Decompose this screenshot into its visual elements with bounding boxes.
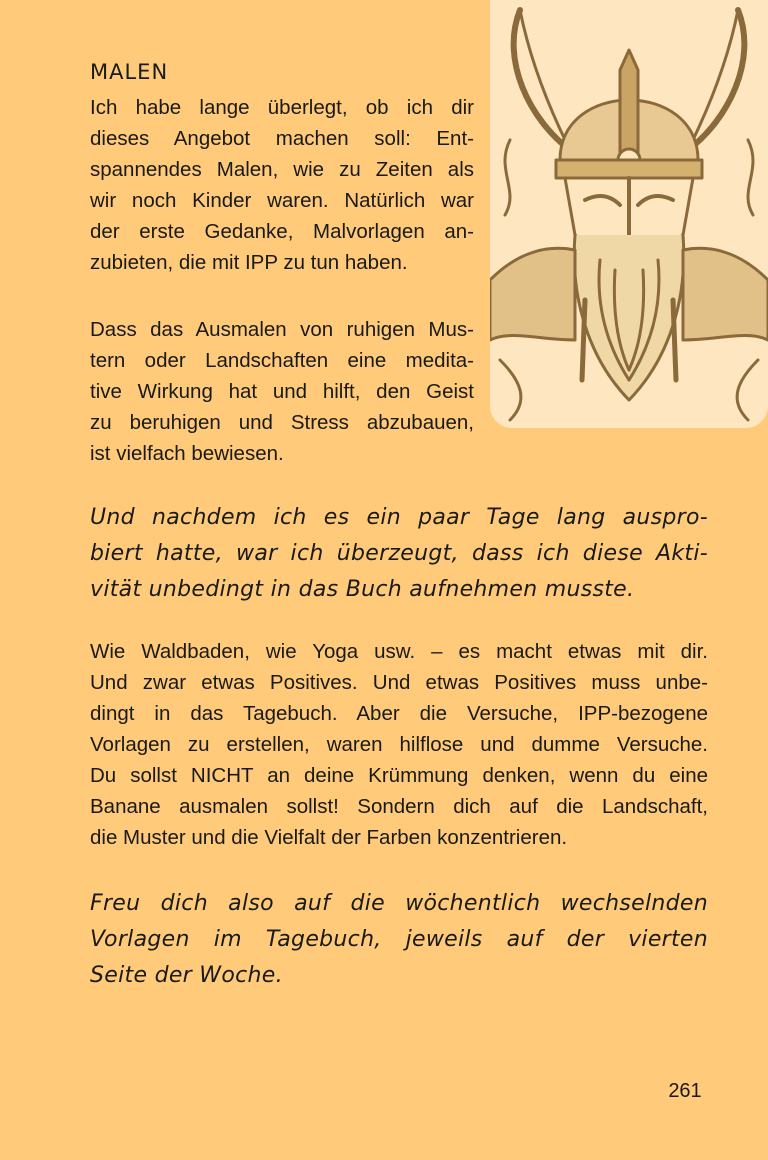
viking-warrior-illustration (490, 0, 768, 428)
text-line: zubieten, die mit IPP zu tun haben. (90, 251, 408, 274)
paragraph-intro (90, 92, 474, 278)
paragraph-positive (90, 636, 708, 853)
text-line: wir noch Kinder waren. Natürlich war (90, 189, 474, 212)
page-number: 261 (668, 1080, 702, 1102)
text-line: dingt in das Tagebuch. Aber die Versuche, IPP-bezogene (90, 702, 708, 725)
text-line: die Muster und die Vielfalt der Farben konzentrieren. (90, 826, 568, 849)
text-line: dieses Angebot machen soll: Ent- (90, 127, 474, 150)
text-line: Wie Waldbaden, wie Yoga usw. – es macht etwas mit dir. (90, 640, 708, 663)
text-line: Vorlagen im Tagebuch, jeweils auf der vierten (90, 927, 708, 952)
section-heading: MALEN (90, 60, 169, 84)
text-line: der erste Gedanke, Malvorlagen an- (90, 220, 474, 243)
text-line: Seite der Woche. (90, 963, 283, 988)
text-line: biert hatte, war ich überzeugt, dass ich diese Akti- (90, 541, 708, 566)
text-line: Banane ausmalen sollst! Sondern dich auf die Landschaft, (90, 795, 708, 818)
text-line: Dass das Ausmalen von ruhigen Mus- (90, 318, 474, 341)
text-line: Und nachdem ich es ein paar Tage lang auspro- (90, 505, 708, 530)
text-line: ist vielfach bewiesen. (90, 442, 284, 465)
text-line: zu beruhigen und Stress abzubauen, (90, 411, 474, 434)
text-line: spannendes Malen, wie zu Zeiten als (90, 158, 474, 181)
text-line: tive Wirkung hat und hilft, den Geist (90, 380, 474, 403)
text-line: Vorlagen zu erstellen, waren hilflose und dumme Versuche. (90, 733, 708, 756)
viking-icon (490, 0, 768, 428)
handwritten-paragraph-tested (90, 500, 708, 608)
paragraph-meditative (90, 314, 474, 469)
text-line: Und zwar etwas Positives. Und etwas Positives muss unbe- (90, 671, 708, 694)
text-line: tern oder Landschaften eine medita- (90, 349, 474, 372)
text-line: vität unbedingt in das Buch aufnehmen musste. (90, 577, 635, 602)
text-line: Du sollst NICHT an deine Krümmung denken, wenn du eine (90, 764, 708, 787)
text-line: Ich habe lange überlegt, ob ich dir (90, 96, 474, 119)
handwritten-paragraph-closing (90, 886, 708, 994)
text-line: Freu dich also auf die wöchentlich wechselnden (90, 891, 708, 916)
